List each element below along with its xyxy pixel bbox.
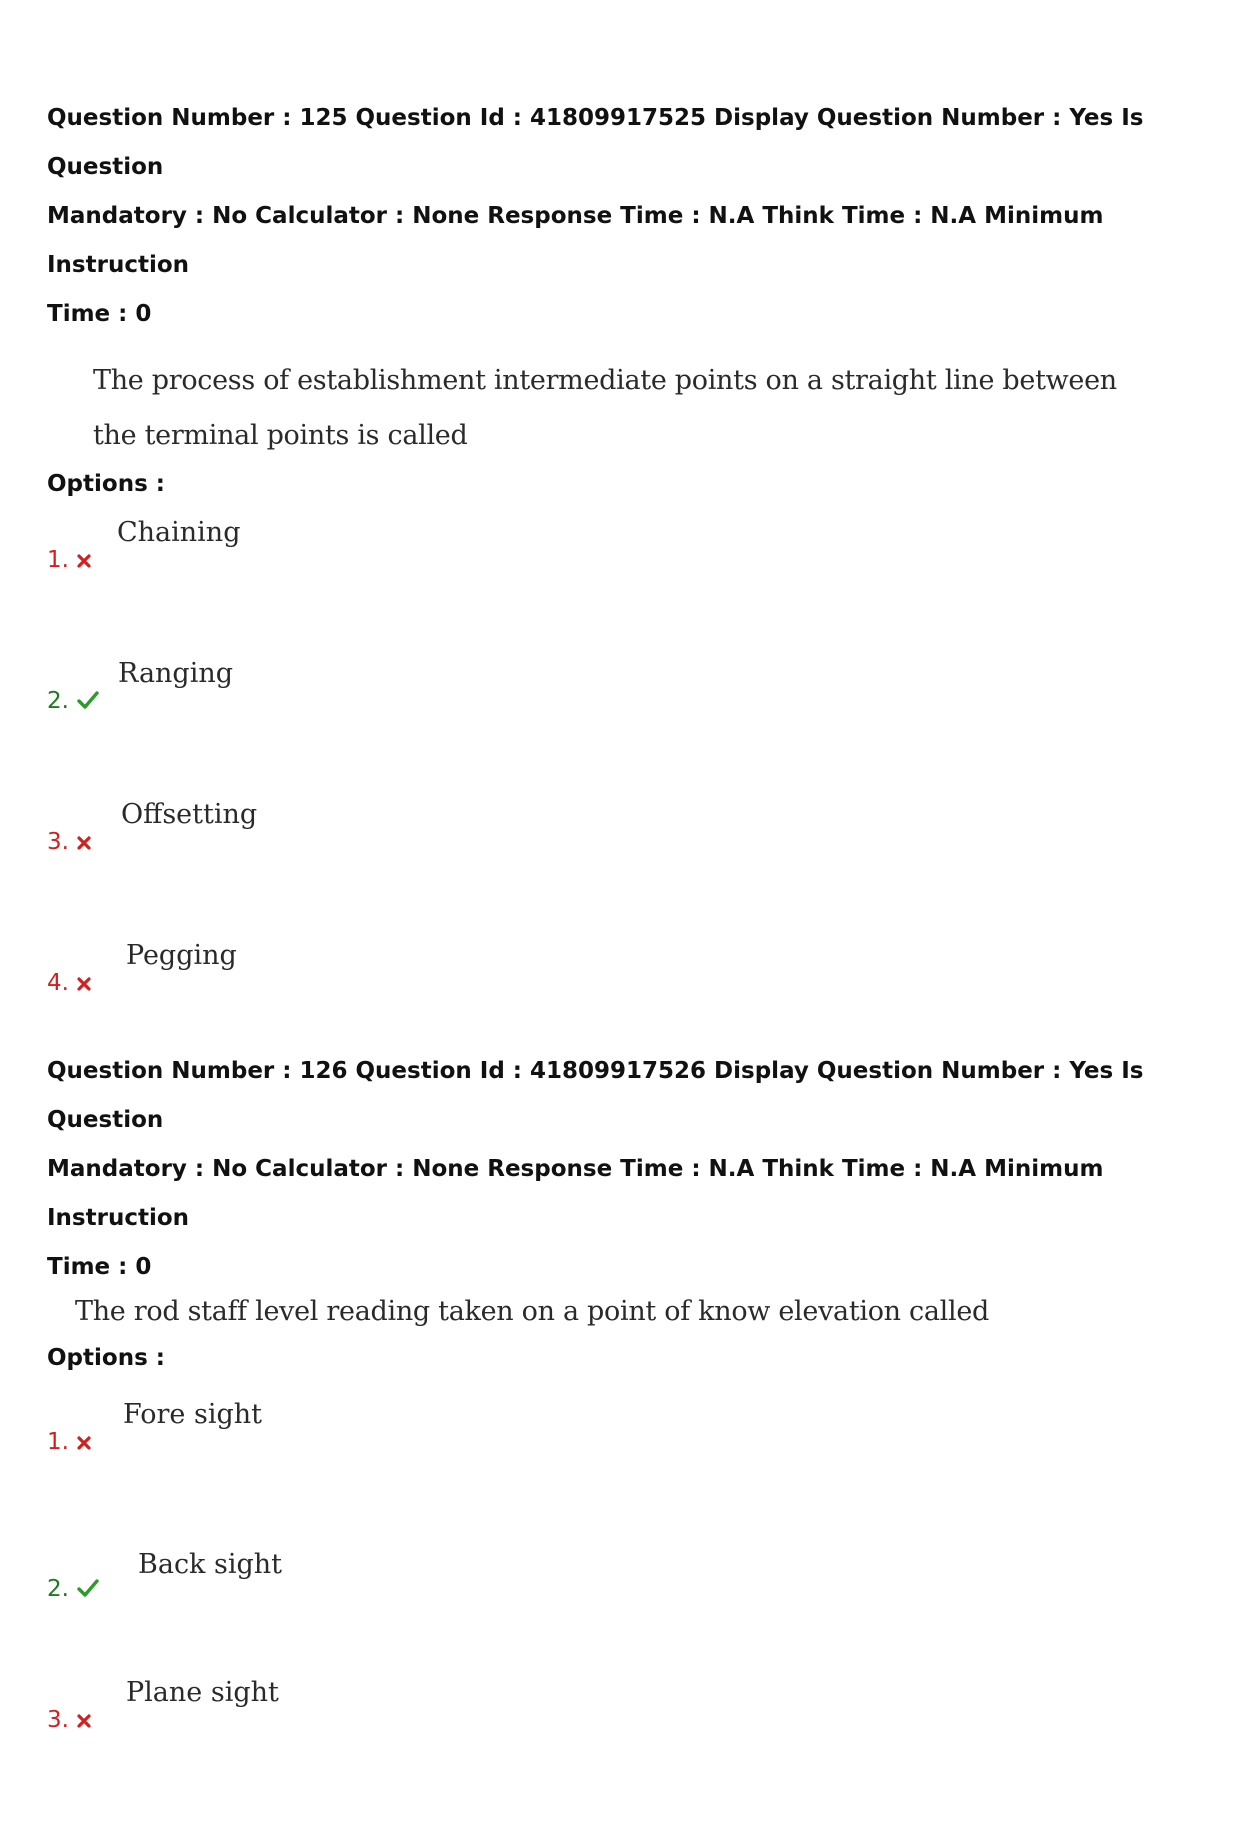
cross-icon — [77, 1708, 91, 1734]
option-text: Pegging — [126, 940, 237, 971]
option-number: 1. — [47, 547, 91, 574]
option-number: 2. — [47, 1576, 99, 1603]
option-text: Ranging — [118, 658, 234, 689]
cross-icon — [77, 971, 91, 997]
question-block — [47, 94, 1207, 1087]
option-number: 1. — [47, 1429, 91, 1456]
option-text: Plane sight — [126, 1677, 279, 1708]
question-meta-line: Question Number : 125 Question Id : 41809917525 Display Question Number : Yes Is Question — [47, 105, 1144, 180]
options-label: Options : — [47, 1345, 165, 1371]
option-item — [47, 1399, 1207, 1546]
options-label: Options : — [47, 471, 165, 497]
question-text — [75, 1287, 1207, 1337]
check-icon — [77, 1577, 99, 1603]
options-list — [47, 517, 1207, 1087]
question-meta-line: Question Number : 126 Question Id : 41809917526 Display Question Number : Yes Is Question — [47, 1058, 1144, 1133]
option-number: 4. — [47, 970, 91, 997]
option-item — [47, 1546, 1207, 1683]
option-item — [47, 517, 1207, 664]
option-text: Offsetting — [121, 799, 258, 830]
question-text — [93, 353, 1207, 463]
cross-icon — [77, 1430, 91, 1456]
question-text-line: The process of establishment intermediate points on a straight line between — [93, 365, 1117, 396]
question-meta-line: Mandatory : No Calculator : None Response Time : N.A Think Time : N.A Minimum Instruction — [47, 1156, 1104, 1231]
option-number: 3. — [47, 1707, 91, 1734]
option-item — [47, 658, 1207, 805]
options-list — [47, 1399, 1207, 1824]
question-block — [47, 1047, 1207, 1824]
question-text-line: The rod staff level reading taken on a point of know elevation called — [75, 1296, 989, 1327]
question-meta-line: Time : 0 — [47, 301, 152, 327]
cross-icon — [77, 830, 91, 856]
option-number: 2. — [47, 688, 99, 715]
question-meta-line: Mandatory : No Calculator : None Response Time : N.A Think Time : N.A Minimum Instruction — [47, 203, 1104, 278]
check-icon — [77, 689, 99, 715]
question-meta-line: Time : 0 — [47, 1254, 152, 1280]
option-item — [47, 799, 1207, 946]
option-text: Back sight — [138, 1549, 283, 1580]
option-number: 3. — [47, 829, 91, 856]
option-item — [47, 1677, 1207, 1824]
cross-icon — [77, 548, 91, 574]
question-text-line: the terminal points is called — [93, 420, 468, 451]
option-text: Fore sight — [123, 1399, 262, 1430]
option-text: Chaining — [117, 517, 241, 548]
